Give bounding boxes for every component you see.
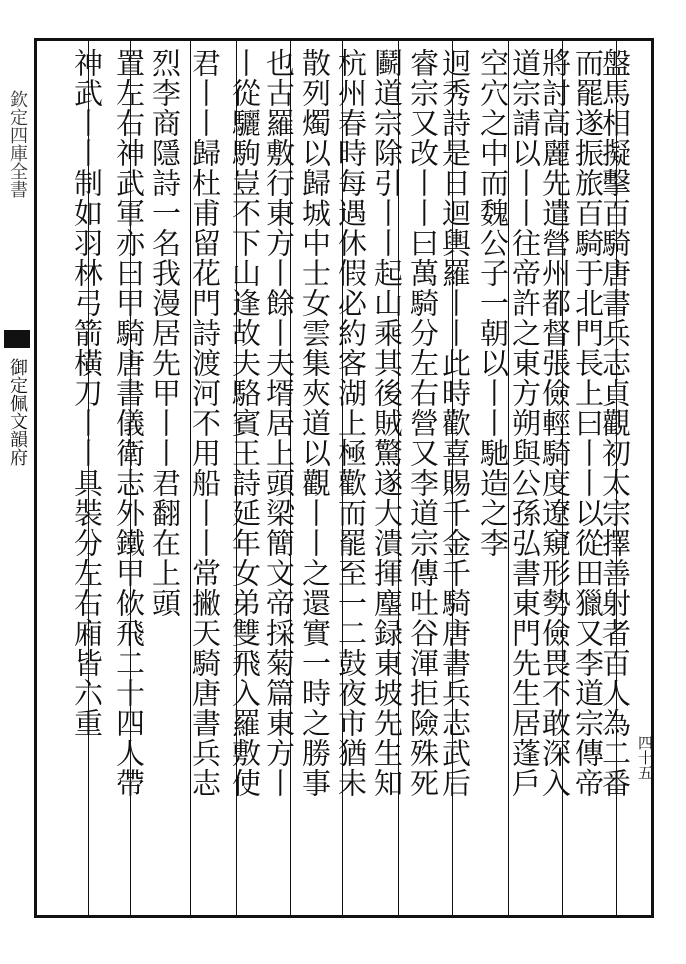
text-column: 道宗請以丨丨往帝許之東方朔與公孫弘書東門先生居蓬戶: [508, 48, 542, 798]
text-column: 盤馬相擬擊百騎唐書兵志貞觀初太宗擇善射者百人為二番: [598, 48, 632, 798]
text-column: 迥秀詩是日迴輿羅丨丨此時歡喜賜千金千騎唐書兵志武后: [438, 48, 472, 798]
fish-tail-mark: [4, 330, 30, 348]
text-column: 散列燭以歸城中士女雲集夾道以觀丨丨之還實一時之勝事: [298, 48, 332, 798]
page-margin: [2, 40, 32, 920]
text-column: 神武丨丨制如羽林弓箭橫刀丨丨具裝分左右廂皆六重: [70, 48, 104, 738]
text-column: 置左右神武軍亦曰甲騎唐書儀衛志外鐵甲佽飛二十四人帶: [112, 48, 146, 798]
page-number: 四十五: [636, 735, 654, 780]
series-title: 欽定四庫全書: [7, 90, 28, 198]
text-column: 將討高麗先遣營州都督張儉輕騎度遼窺形勢儉畏不敢深入: [538, 48, 572, 798]
book-title: 御定佩文韻府: [7, 358, 28, 466]
text-column: 丨從驪駒豈不下山逢故夫駱賓王詩延年女弟雙飛入羅敷使: [228, 48, 262, 798]
text-column: 空穴之中而魏公子一朝以丨丨馳造之李: [476, 48, 510, 558]
text-column: 睿宗又改丨丨曰萬騎分左右營又李道宗傳吐谷渾拒險殊死: [406, 48, 440, 798]
text-column: 而罷遂振旅百騎于北門長上曰丨丨以從田獵又李道宗傳帝: [571, 48, 605, 798]
text-column: 杭州春時每遇休假必約客湖上極歡而罷至一二鼓夜市猶未: [334, 48, 368, 798]
text-column: 君丨丨歸杜甫留花門詩渡河不用船丨丨常撇天騎唐書兵志: [188, 48, 222, 798]
text-column: 也古羅敷行東方丨餘丨夫壻居上頭梁簡文帝採菊篇東方丨: [262, 48, 296, 798]
text-column: 鬬道宗除引丨丨起山乘其後賊驚遂大潰揮麈録東坡先生知: [370, 48, 404, 798]
text-column: 烈李商隱詩一名我漫居先甲丨丨君翻在上頭: [148, 48, 182, 618]
